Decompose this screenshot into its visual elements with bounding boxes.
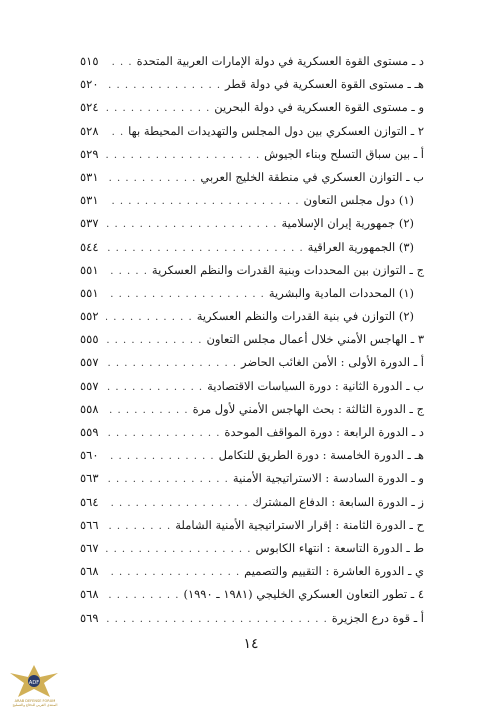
toc-entry	[80, 611, 424, 634]
toc-entry-title: (١) المحددات المادية والبشرية	[268, 285, 414, 300]
toc-leader-dots	[106, 405, 189, 416]
toc-entry-page: ٥١٥	[80, 54, 99, 68]
toc-entry	[80, 587, 424, 610]
toc-entry-title: أ ـ قوة درع الجزيرة	[331, 610, 424, 625]
toc-entry-title: ح ـ الدورة الثامنة : إقرار الاستراتيجية الأمنية الشاملة	[175, 517, 424, 532]
toc-leader-dots	[106, 428, 220, 439]
toc-entry-page: ٥٦٠	[80, 448, 99, 463]
toc-leader-dots	[106, 614, 328, 625]
toc-entry-title: ٣ ـ الهاجس الأمني خلال أعمال مجلس التعاون	[206, 332, 424, 347]
toc-entry-page: ٥٢٠	[80, 77, 99, 92]
toc-entry	[80, 564, 424, 587]
toc-leader-dots	[106, 335, 202, 346]
toc-entry	[80, 263, 424, 286]
toc-entry	[80, 77, 424, 100]
toc-entry-page: ٥٢٩	[80, 146, 99, 161]
toc-entry-title: و ـ مستوى القوة العسكرية في دولة البحرين	[214, 100, 424, 115]
toc-entry	[80, 495, 424, 518]
toc-entry	[80, 402, 424, 425]
toc-entry-title: ي ـ الدورة العاشرة : التقييم والتصميم	[244, 564, 424, 579]
toc-entry-title: د ـ الدورة الرابعة : دورة المواقف الموحدة	[224, 425, 424, 439]
toc-entry-page: ٥٥٥	[80, 332, 99, 347]
toc-entry-title: ج ـ التوازن بين المحددات وبنية القدرات والنظم العسكرية	[151, 262, 424, 277]
toc-entry-page: ٥٥٧	[80, 355, 99, 370]
toc-leader-dots	[106, 150, 260, 161]
toc-entry	[80, 100, 424, 123]
toc-leader-dots	[106, 219, 278, 230]
toc-entry	[80, 425, 424, 448]
toc-entry	[80, 240, 424, 263]
toc-entry-page: ٥٢٤	[80, 100, 99, 115]
toc-leader-dots	[106, 544, 251, 555]
toc-leader-dots	[106, 57, 133, 68]
toc-leader-dots	[106, 80, 221, 91]
toc-leader-dots	[106, 196, 300, 207]
toc-entry-page: ٥٣٧	[80, 216, 99, 231]
toc-leader-dots	[106, 567, 240, 578]
watermark-line2: المنتدى العربي للدفاع والتسليح	[12, 703, 58, 707]
toc-entry	[80, 124, 424, 147]
toc-entry-title: ب ـ الدورة الثانية : دورة السياسات الاقتصادية	[207, 378, 424, 393]
toc-entry-title: (٢) جمهورية إيران الإسلامية	[281, 216, 414, 231]
toc-entry	[80, 147, 424, 170]
toc-entry-page: ٥٥١	[80, 285, 99, 300]
toc-entry-page: ٥٤٤	[80, 239, 99, 254]
toc-entry-title: ب ـ التوازن العسكري في منطقة الخليج العربي	[200, 169, 424, 184]
toc-entry-page: ٥٥١	[80, 262, 99, 277]
toc-leader-dots	[106, 173, 196, 184]
toc-entry-page: ٥٥٨	[80, 401, 99, 416]
toc-entry-page: ٥٢٨	[80, 123, 99, 138]
toc-entry	[80, 286, 424, 309]
toc-entry	[80, 518, 424, 541]
toc-entry-page: ٥٥٩	[80, 425, 99, 439]
toc-entry-title: د ـ مستوى القوة العسكرية في دولة الإمارات العربية المتحدة	[136, 54, 424, 68]
toc-leader-dots	[106, 103, 210, 114]
toc-entry-title: ط ـ الدورة التاسعة : انتهاء الكابوس	[255, 540, 424, 555]
toc-entry-title: (٢) التوازن في بنية القدرات والنظم العسكرية	[196, 309, 414, 324]
toc-leader-dots	[106, 289, 265, 300]
toc-leader-dots	[106, 382, 203, 393]
toc-leader-dots	[106, 498, 249, 509]
toc-entry	[80, 332, 424, 355]
toc-entry-title: أ ـ بين سباق التسلح وبناء الجيوش	[264, 146, 424, 161]
toc-entry	[80, 54, 424, 77]
toc-leader-dots	[106, 127, 124, 138]
table-of-contents	[80, 54, 424, 634]
toc-entry-page: ٥٥٧	[80, 378, 99, 393]
toc-leader-dots	[106, 243, 304, 254]
toc-entry	[80, 193, 424, 216]
toc-leader-dots	[106, 590, 179, 601]
watermark-line1: ARAB DEFENSE FORUM	[14, 699, 56, 703]
toc-entry-page: ٥٦٦	[80, 517, 99, 532]
toc-leader-dots	[106, 451, 215, 462]
toc-entry-title: ز ـ الدورة السابعة : الدفاع المشترك	[252, 494, 424, 509]
toc-entry-page: ٥٦٩	[80, 610, 99, 625]
toc-entry-title: هـ ـ مستوى القوة العسكرية في دولة قطر	[225, 77, 424, 92]
toc-leader-dots	[106, 521, 171, 532]
toc-leader-dots	[106, 474, 229, 485]
svg-text:ADF: ADF	[28, 680, 40, 686]
toc-entry-title: هـ ـ الدورة الخامسة : دورة الطريق للتكامل	[218, 448, 424, 463]
toc-entry-page: ٥٦٧	[80, 540, 99, 555]
toc-entry-page: ٥٦٤	[80, 494, 99, 509]
toc-entry-title: ٤ ـ تطور التعاون العسكري الخليجي (١٩٨١ ـ ١٩٩٠)	[183, 587, 424, 602]
toc-entry-title: (٣) الجمهورية العراقية	[307, 239, 414, 254]
toc-entry	[80, 448, 424, 471]
toc-entry	[80, 355, 424, 378]
toc-entry-page: ٥٥٢	[80, 309, 99, 324]
watermark-text	[0, 699, 70, 707]
toc-entry-title: أ ـ الدورة الأولى : الأمن الغائب الحاضر	[241, 355, 424, 370]
toc-entry	[80, 471, 424, 494]
toc-entry	[80, 170, 424, 193]
toc-entry-page: ٥٣١	[80, 193, 99, 208]
toc-entry	[80, 309, 424, 332]
page-number: ١٤	[243, 636, 259, 652]
toc-entry-page: ٥٣١	[80, 169, 99, 184]
toc-entry-title: ٢ ـ التوازن العسكري بين دول المجلس والتهديدات المحيطة بها	[128, 123, 424, 138]
toc-entry-page: ٥٦٨	[80, 587, 99, 602]
toc-entry	[80, 541, 424, 564]
toc-entry-title: و ـ الدورة السادسة : الاستراتيجية الأمنية	[232, 471, 424, 486]
toc-leader-dots	[106, 312, 193, 323]
toc-entry-title: (١) دول مجلس التعاون	[303, 193, 414, 208]
toc-entry	[80, 379, 424, 402]
toc-entry-page: ٥٦٣	[80, 471, 99, 486]
toc-leader-dots	[106, 358, 237, 369]
toc-entry-page: ٥٦٨	[80, 564, 99, 579]
toc-entry-title: ج ـ الدورة الثالثة : بحث الهاجس الأمني لأول مرة	[192, 401, 424, 416]
toc-leader-dots	[106, 266, 148, 277]
toc-entry	[80, 216, 424, 239]
